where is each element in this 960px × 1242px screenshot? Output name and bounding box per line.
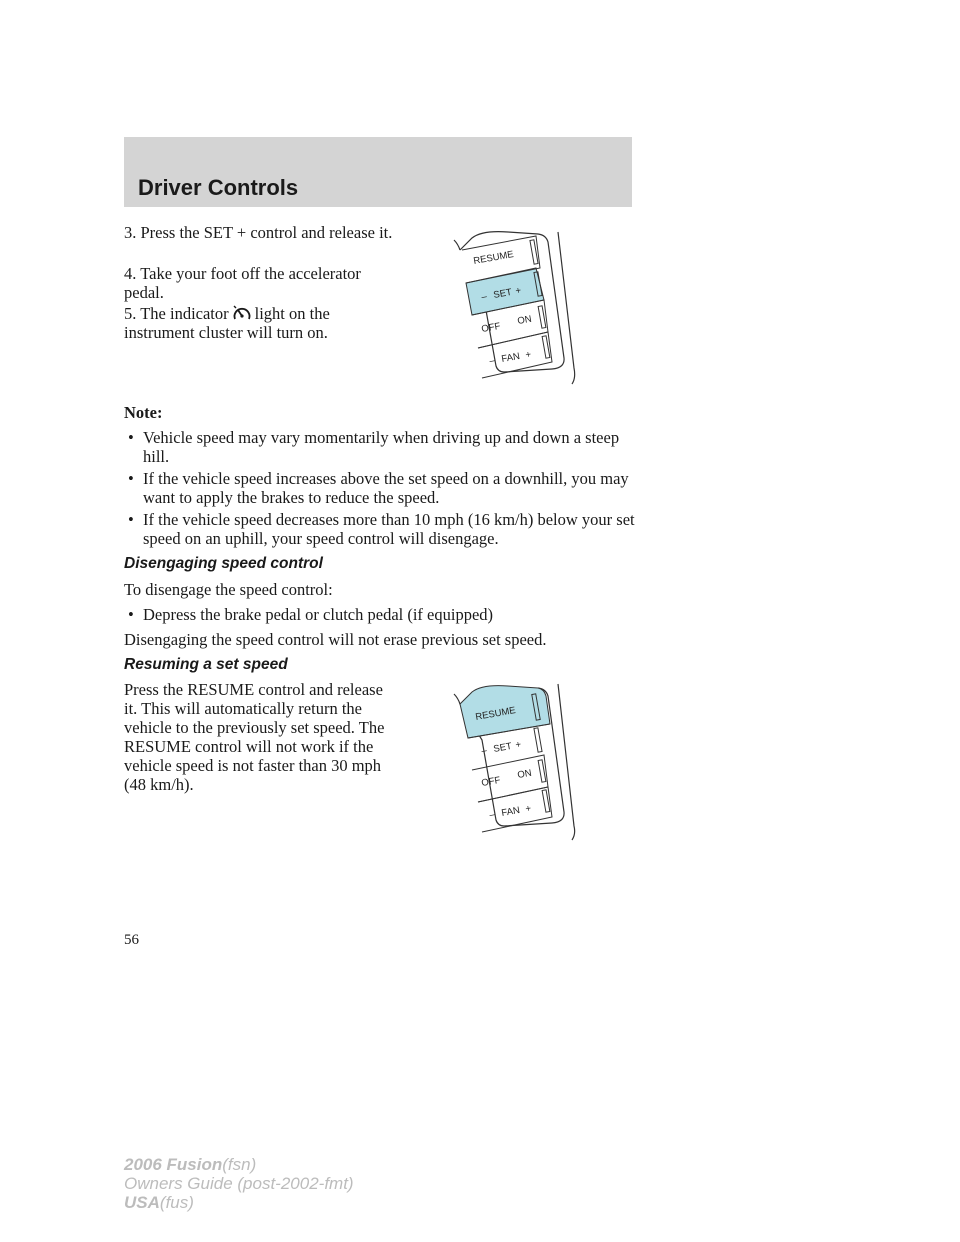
- footer-model-code: (fsn): [222, 1155, 257, 1174]
- note-bullet-2: [124, 469, 644, 507]
- step-3: 3. Press the SET + control and release it.: [124, 223, 393, 242]
- bullet-dot: •: [128, 605, 134, 624]
- bullet-dot: •: [128, 510, 134, 529]
- off-label: OFF: [480, 320, 502, 335]
- fan-label: FAN: [500, 804, 521, 819]
- footer-market: USA: [124, 1193, 160, 1212]
- resume-label: RESUME: [472, 249, 515, 267]
- disengaging-bullet-text: Depress the brake pedal or clutch pedal (if equipped): [143, 605, 494, 624]
- disengaging-closing: Disengaging the speed control will not erase previous set speed.: [124, 630, 547, 649]
- step-5-text-end: light on the instrument cluster will turn on.: [124, 304, 330, 342]
- speed-control-panel-set-illustration: [452, 228, 582, 386]
- footer-line-1: [124, 1155, 354, 1174]
- set-minus-label: –: [480, 291, 488, 303]
- disengaging-intro: To disengage the speed control:: [124, 580, 333, 599]
- fan-plus-label: +: [524, 803, 532, 815]
- section-title: Driver Controls: [138, 175, 299, 200]
- footer-market-code: (fus): [159, 1193, 194, 1212]
- fan-minus-label: –: [488, 355, 496, 367]
- set-plus-label: +: [514, 739, 522, 751]
- resuming-body: Press the RESUME control and release it. This will automatically return the vehicle to the previously set speed. The RESUME control will not work if the vehicle speed is not faster than 30 mph (48 km/h).: [124, 680, 385, 794]
- set-minus-label: –: [480, 745, 488, 757]
- footer-model: 2006 Fusion: [124, 1155, 223, 1174]
- bullet-dot: •: [128, 428, 134, 447]
- step-5-text-start: 5. The indicator: [124, 304, 229, 323]
- on-label: ON: [516, 313, 533, 327]
- fan-minus-label: –: [488, 809, 496, 821]
- footer-meta: [124, 1155, 354, 1212]
- resuming-heading: Resuming a set speed: [124, 656, 288, 673]
- note-bullet-1-text: Vehicle speed may vary momentarily when driving up and down a steep hill.: [143, 428, 620, 466]
- resume-label: RESUME: [474, 705, 517, 723]
- set-label: SET: [492, 740, 513, 755]
- off-label: OFF: [480, 774, 502, 789]
- note-label: Note:: [124, 403, 163, 422]
- note-bullet-3-text: If the vehicle speed decreases more than 10 mph (16 km/h) below your set speed on an uphill, your speed control will disengage.: [143, 510, 635, 548]
- set-plus-label: +: [514, 285, 522, 297]
- section-header-bar: [124, 137, 632, 207]
- bullet-dot: •: [128, 469, 134, 488]
- set-label: SET: [492, 286, 513, 301]
- step-4: 4. Take your foot off the accelerator pedal.: [124, 264, 361, 302]
- step-5: [124, 304, 394, 342]
- fan-label: FAN: [500, 350, 521, 365]
- disengaging-bullet: [124, 605, 644, 624]
- on-label: ON: [516, 767, 533, 781]
- speed-control-panel-resume-illustration: [452, 680, 582, 842]
- note-bullet-2-text: If the vehicle speed increases above the set speed on a downhill, you may want to apply the brakes to reduce the speed.: [143, 469, 629, 507]
- page-number: 56: [124, 932, 139, 948]
- speed-control-indicator-icon: [232, 304, 252, 322]
- note-bullet-3: [124, 510, 644, 548]
- fan-plus-label: +: [524, 349, 532, 361]
- note-bullet-1: [124, 428, 644, 466]
- footer-line-3: [124, 1193, 354, 1212]
- footer-line-2: Owners Guide (post-2002-fmt): [124, 1174, 354, 1193]
- disengaging-heading: Disengaging speed control: [124, 555, 323, 572]
